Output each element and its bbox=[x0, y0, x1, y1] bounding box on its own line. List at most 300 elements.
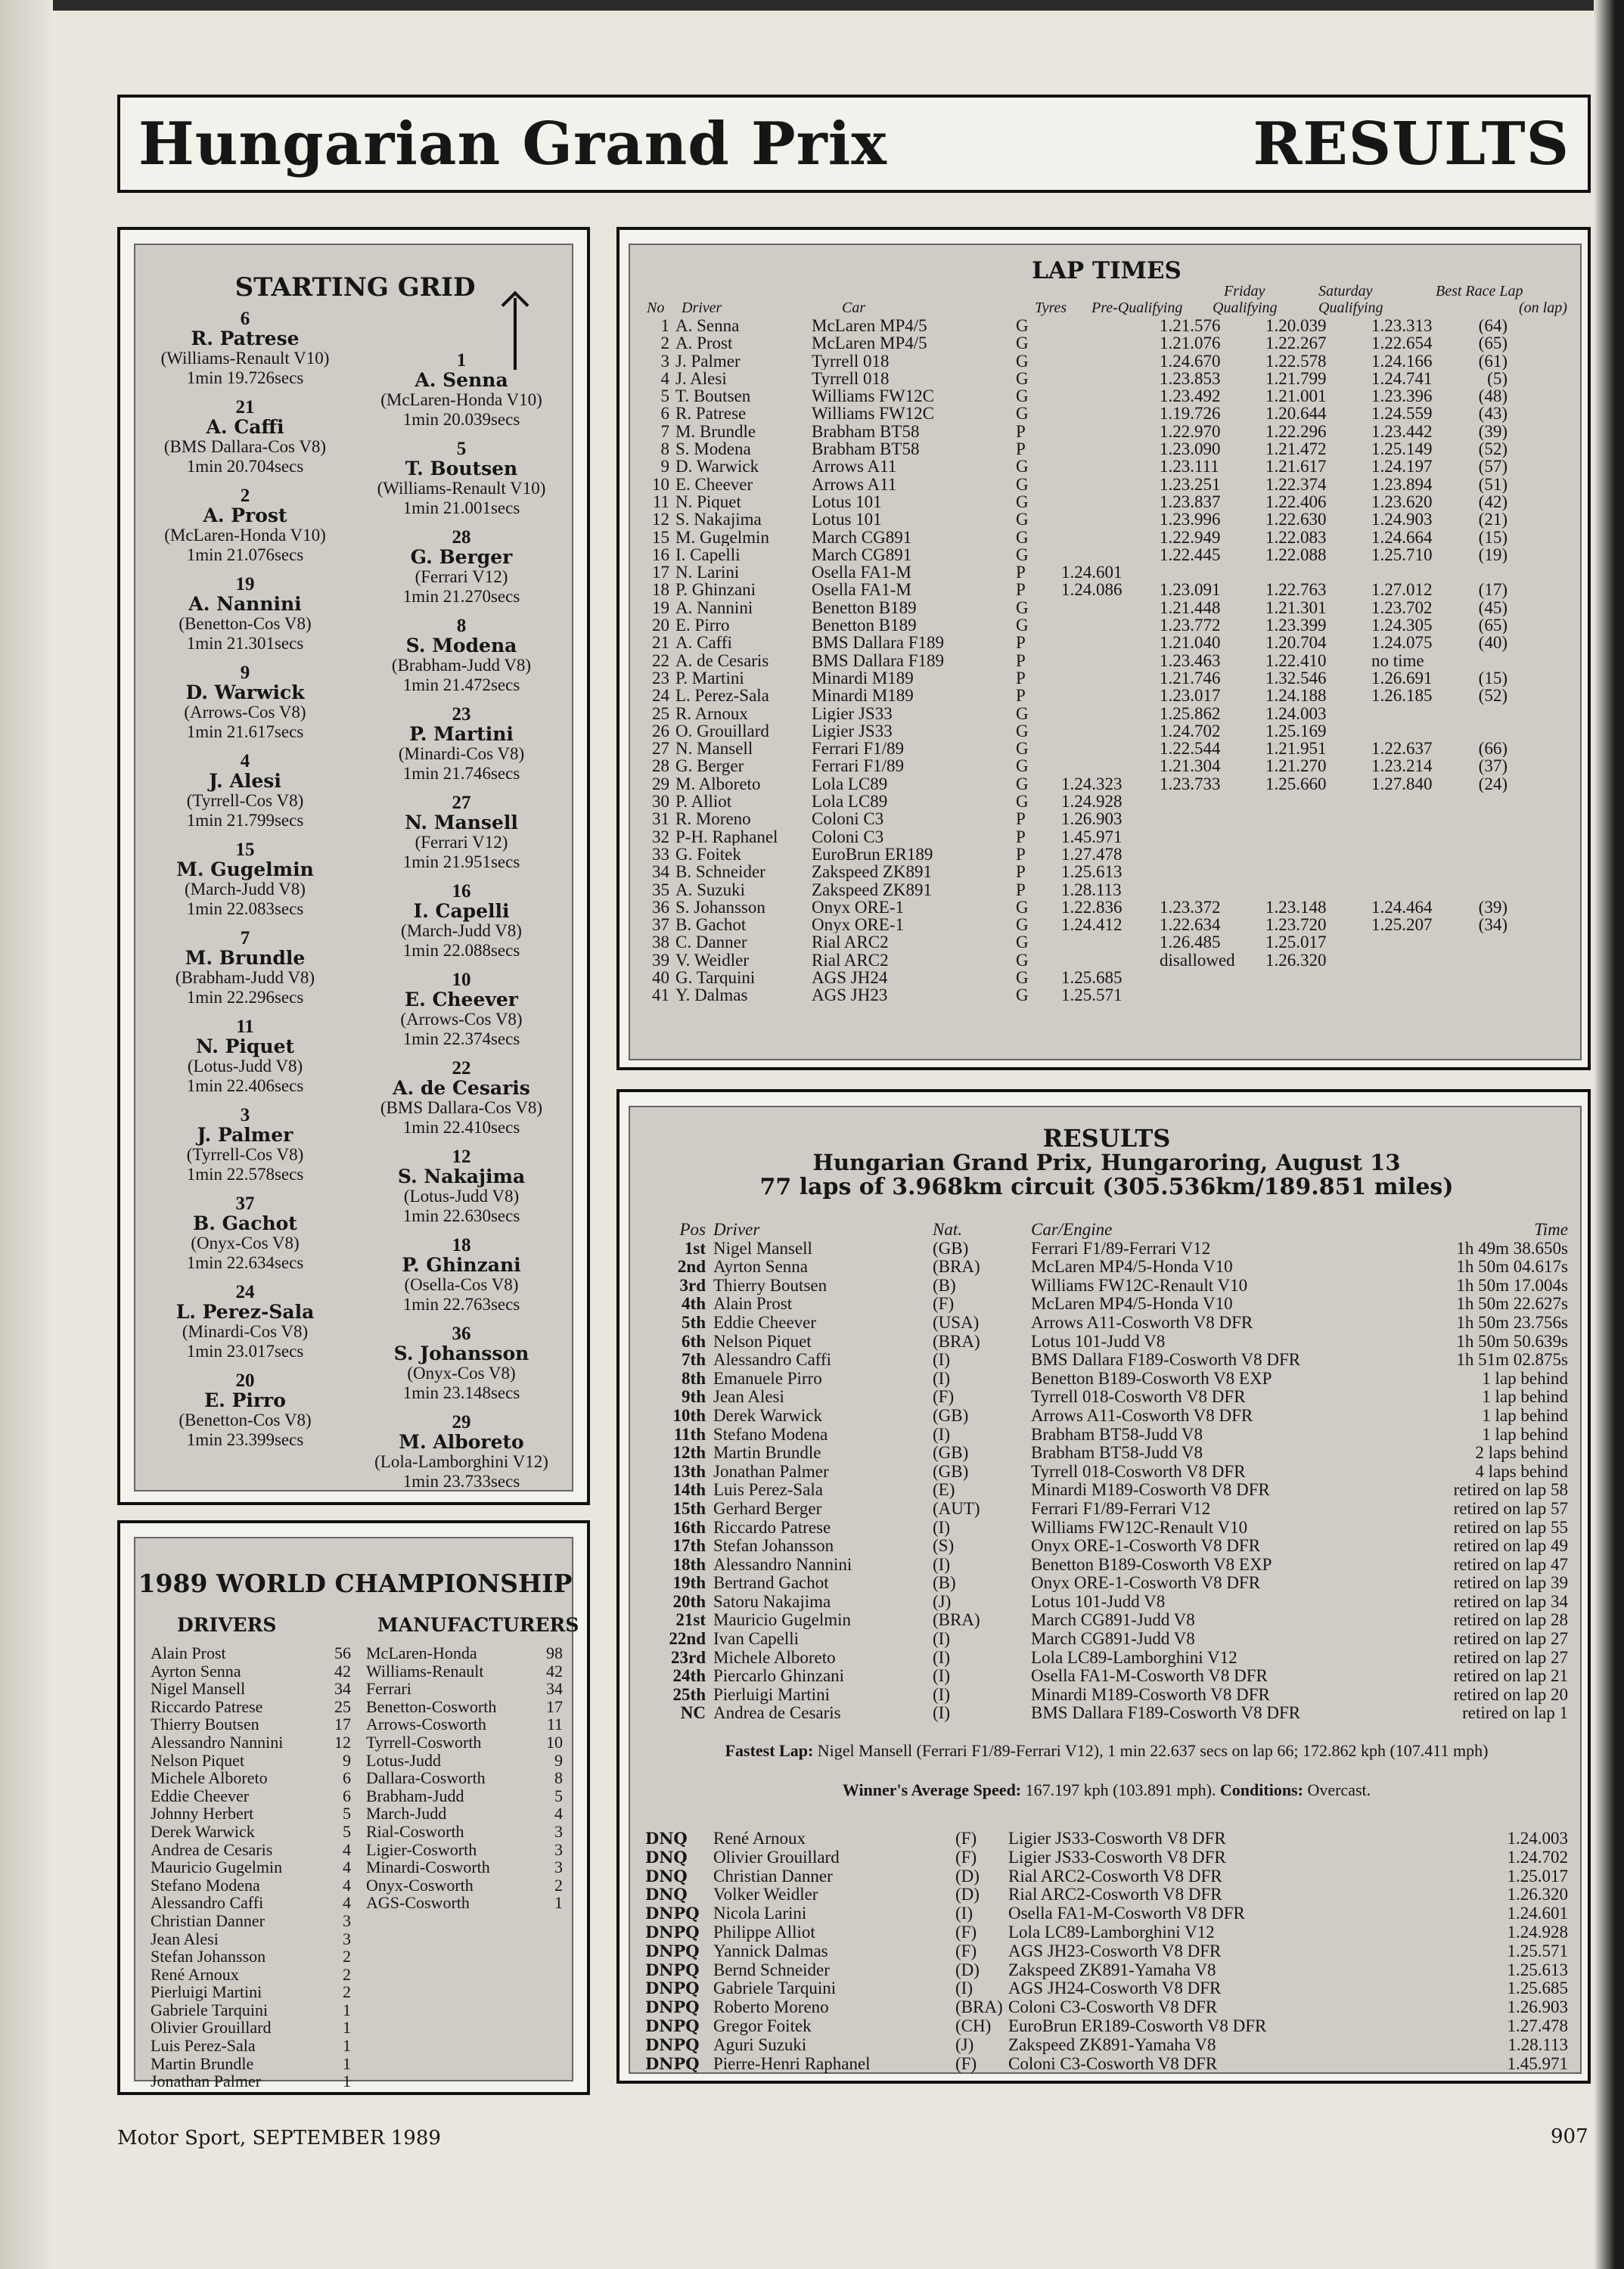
driver: C. Danner bbox=[675, 933, 747, 951]
standing-name: Eddie Cheever bbox=[151, 1786, 250, 1805]
standing-points: 6 bbox=[343, 1786, 351, 1805]
nationality: (I) bbox=[933, 1647, 950, 1667]
car: Benetton B189 bbox=[812, 598, 917, 617]
avg-speed-label: Winner's Average Speed: bbox=[842, 1780, 1022, 1799]
best-lap-number bbox=[1462, 722, 1508, 740]
fastest-lap-label: Fastest Lap: bbox=[725, 1741, 814, 1760]
driver: D. Warwick bbox=[675, 458, 759, 476]
car: Coloni C3 bbox=[812, 810, 884, 828]
race-time: retired on lap 27 bbox=[1453, 1647, 1568, 1667]
lap-times-row bbox=[639, 687, 1577, 704]
saturday-qualifying bbox=[1265, 846, 1371, 863]
finish-position: 8th bbox=[682, 1368, 706, 1388]
pre-qualifying: 1.45.971 bbox=[1061, 827, 1123, 846]
tyres: G bbox=[1016, 774, 1029, 793]
lap-times-row bbox=[639, 951, 1577, 969]
saturday-qualifying: 1.21.951 bbox=[1265, 740, 1327, 758]
car-engine: BMS Dallara F189-Cosworth V8 DFR bbox=[1031, 1703, 1301, 1723]
standing-points: 1 bbox=[343, 2072, 351, 2091]
car: Lola LC89 bbox=[812, 793, 888, 811]
pre-qualifying: 1.27.478 bbox=[1061, 845, 1123, 864]
tyres: P bbox=[1016, 669, 1026, 688]
race-time: 1 lap behind bbox=[1482, 1424, 1568, 1444]
car-engine: Benetton B189-Cosworth V8 EXP bbox=[1031, 1368, 1272, 1388]
tyres: G bbox=[1016, 951, 1029, 969]
race-time: retired on lap 49 bbox=[1453, 1536, 1568, 1556]
results-row bbox=[645, 1519, 1568, 1538]
driver: Jonathan Palmer bbox=[713, 1461, 829, 1481]
best-time: 1.28.113 bbox=[1508, 2035, 1568, 2054]
saturday-qualifying: 1.24.188 bbox=[1265, 687, 1327, 705]
results-row bbox=[645, 1649, 1568, 1668]
friday-qualifying: 1.21.076 bbox=[1160, 334, 1221, 352]
grid-car-left bbox=[135, 1017, 355, 1096]
standing-points: 42 bbox=[334, 1661, 351, 1681]
race-time: 1h 50m 50.639s bbox=[1456, 1331, 1568, 1351]
standing-points: 9 bbox=[343, 1750, 351, 1770]
manufacturer-standing-row bbox=[366, 1823, 563, 1841]
driver: E. Cheever bbox=[675, 475, 753, 493]
standing-points: 12 bbox=[334, 1732, 351, 1752]
saturday-qualifying: 1.25.660 bbox=[1265, 774, 1327, 793]
standing-points: 11 bbox=[546, 1715, 563, 1734]
grid-position: 27 bbox=[452, 793, 471, 813]
best-race-lap: 1.23.313 bbox=[1371, 317, 1433, 335]
tyres: G bbox=[1016, 492, 1029, 511]
car-engine: Zakspeed ZK891-Yamaha V8 bbox=[1008, 1960, 1216, 1979]
pre-qualifying bbox=[1061, 334, 1160, 352]
car-engine: AGS JH24-Cosworth V8 DFR bbox=[1008, 1979, 1222, 1998]
manufacturers-heading: MANUFACTURERS bbox=[377, 1614, 579, 1636]
saturday-qualifying: 1.25.169 bbox=[1265, 722, 1327, 740]
car-engine: Tyrrell 018-Cosworth V8 DFR bbox=[1031, 1461, 1246, 1481]
driver: Volker Weidler bbox=[713, 1885, 818, 1904]
car-engine: Osella FA1-M-Cosworth V8 DFR bbox=[1008, 1904, 1245, 1923]
driver: Jean Alesi bbox=[713, 1387, 784, 1407]
grid-time: 1min 22.296secs bbox=[186, 988, 304, 1007]
no-header: No bbox=[647, 300, 665, 316]
grid-team: (Osella-Cos V8) bbox=[404, 1275, 519, 1294]
grid-time: 1min 22.578secs bbox=[186, 1165, 304, 1184]
car-engine: BMS Dallara F189-Cosworth V8 DFR bbox=[1031, 1350, 1301, 1370]
driver: Luis Perez-Sala bbox=[713, 1480, 823, 1500]
best-time: 1.25.017 bbox=[1507, 1866, 1568, 1886]
driver-standing-row bbox=[151, 1644, 351, 1662]
non-qualifier-row bbox=[645, 1830, 1568, 1848]
car: Williams FW12C bbox=[812, 405, 934, 423]
best-lap-number bbox=[1462, 969, 1508, 986]
standing-points: 17 bbox=[334, 1715, 351, 1734]
car-engine: Lotus 101-Judd V8 bbox=[1031, 1591, 1166, 1611]
driver: Martin Brundle bbox=[713, 1443, 821, 1463]
nationality: (J) bbox=[955, 2035, 974, 2054]
results-row bbox=[645, 1314, 1568, 1333]
driver: S. Nakajima bbox=[675, 511, 762, 529]
best-race-lap: 1.25.149 bbox=[1371, 440, 1433, 458]
best-time: 1.26.320 bbox=[1507, 1885, 1568, 1904]
standing-points: 98 bbox=[546, 1644, 563, 1662]
driver: A. Caffi bbox=[675, 634, 732, 652]
lap-times-row bbox=[639, 511, 1577, 528]
pre-qualifying bbox=[1061, 317, 1160, 334]
driver: Bertrand Gachot bbox=[713, 1573, 829, 1593]
friday-qualifying bbox=[1160, 846, 1265, 863]
grid-team: (Benetton-Cos V8) bbox=[179, 1411, 312, 1429]
tyres: G bbox=[1016, 793, 1029, 811]
driver: Ayrton Senna bbox=[713, 1257, 809, 1277]
non-qualifier-row bbox=[645, 1923, 1568, 1942]
grid-driver: N. Mansell bbox=[405, 812, 518, 833]
saturday-qualifying: 1.23.720 bbox=[1265, 916, 1327, 934]
nationality: (GB) bbox=[933, 1461, 969, 1481]
standing-points: 56 bbox=[334, 1644, 351, 1662]
driver: Ivan Capelli bbox=[713, 1629, 800, 1649]
results-row bbox=[645, 1500, 1568, 1519]
car-engine: Ferrari F1/89-Ferrari V12 bbox=[1031, 1498, 1211, 1518]
car-number: 5 bbox=[660, 387, 669, 405]
car-engine: Arrows A11-Cosworth V8 DFR bbox=[1031, 1405, 1253, 1425]
car: Onyx ORE-1 bbox=[812, 916, 905, 934]
standing-name: Andrea de Cesaris bbox=[151, 1839, 273, 1859]
car-number: 32 bbox=[652, 827, 669, 846]
friday-qualifying: 1.22.634 bbox=[1160, 916, 1221, 934]
tyres: G bbox=[1016, 352, 1029, 370]
friday-qualifying: 1.23.772 bbox=[1160, 616, 1221, 635]
results-box bbox=[616, 1089, 1591, 2084]
friday-qualifying: 1.22.970 bbox=[1160, 422, 1221, 441]
friday-qualifying bbox=[1160, 563, 1265, 581]
grid-team: (Williams-Renault V10) bbox=[160, 349, 330, 368]
driver: M. Alboreto bbox=[675, 774, 761, 793]
results-row bbox=[645, 1407, 1568, 1426]
nat-header: Nat. bbox=[933, 1220, 962, 1239]
non-qualifier-row bbox=[645, 1904, 1568, 1923]
standing-name: René Arnoux bbox=[151, 1964, 239, 1984]
driver: A. Senna bbox=[675, 317, 740, 335]
car: McLaren MP4/5 bbox=[812, 317, 927, 335]
best-race-lap: 1.25.207 bbox=[1371, 916, 1433, 934]
lap-times-row bbox=[639, 493, 1577, 511]
car: AGS JH24 bbox=[812, 968, 888, 987]
driver-standing-row bbox=[151, 2037, 351, 2055]
results-title: RESULTS bbox=[1042, 1124, 1171, 1153]
finish-position: 7th bbox=[682, 1350, 706, 1370]
grid-driver: A. Nannini bbox=[188, 593, 302, 615]
car: Tyrrell 018 bbox=[812, 369, 890, 388]
standing-name: Gabriele Tarquini bbox=[151, 2000, 269, 2019]
grid-driver: E. Cheever bbox=[405, 989, 518, 1010]
car-number: 6 bbox=[660, 405, 669, 423]
grid-driver: A. Caffi bbox=[206, 416, 284, 438]
car: Brabham BT58 bbox=[812, 440, 920, 458]
qualifying-status: DNPQ bbox=[645, 1904, 700, 1923]
best-lap-number: (5) bbox=[1487, 369, 1508, 388]
car-number: 37 bbox=[652, 916, 669, 934]
driver-standing-row bbox=[151, 1715, 351, 1734]
grid-car-left bbox=[135, 840, 355, 919]
car: Benetton B189 bbox=[812, 616, 917, 635]
best-race-lap: 1.24.464 bbox=[1371, 898, 1433, 917]
saturday-qualifying bbox=[1265, 810, 1371, 827]
friday-qualifying bbox=[1160, 828, 1265, 846]
best-race-lap: 1.24.197 bbox=[1371, 458, 1433, 476]
results-row bbox=[645, 1388, 1568, 1407]
grid-time: 1min 21.301secs bbox=[186, 634, 304, 653]
grid-position: 4 bbox=[240, 751, 250, 771]
tyres: G bbox=[1016, 704, 1029, 722]
driver-standing-row bbox=[151, 1894, 351, 1912]
lap-times-row bbox=[639, 828, 1577, 846]
friday-qualifying: 1.23.492 bbox=[1160, 387, 1221, 405]
lap-times-row bbox=[639, 899, 1577, 916]
nationality: (I) bbox=[955, 1979, 973, 1998]
best-time: 1.24.601 bbox=[1507, 1904, 1568, 1923]
standing-name: Nelson Piquet bbox=[151, 1750, 245, 1770]
car-number: 16 bbox=[652, 545, 669, 564]
grid-position: 6 bbox=[240, 309, 250, 329]
car-number: 29 bbox=[652, 774, 669, 793]
car-number: 18 bbox=[652, 581, 669, 599]
finish-position: 6th bbox=[682, 1331, 706, 1351]
standing-points: 3 bbox=[554, 1821, 563, 1841]
results-row bbox=[645, 1537, 1568, 1556]
standing-name: Onyx-Cosworth bbox=[366, 1875, 474, 1895]
car-number: 19 bbox=[652, 598, 669, 617]
friday-qualifying: 1.23.111 bbox=[1160, 458, 1219, 476]
driver: E. Pirro bbox=[675, 616, 730, 635]
car-engine: Onyx ORE-1-Cosworth V8 DFR bbox=[1031, 1573, 1261, 1593]
grid-driver: M. Gugelmin bbox=[176, 858, 314, 880]
car-engine: Ligier JS33-Cosworth V8 DFR bbox=[1008, 1847, 1226, 1867]
conditions-value: Overcast. bbox=[1307, 1780, 1371, 1799]
best-race-lap: 1.27.840 bbox=[1371, 774, 1433, 793]
best-time: 1.45.971 bbox=[1507, 2053, 1568, 2073]
driver: V. Weidler bbox=[675, 951, 749, 969]
car: Ligier JS33 bbox=[812, 722, 893, 740]
car-engine: Ferrari F1/89-Ferrari V12 bbox=[1031, 1238, 1211, 1258]
tyres: P bbox=[1016, 880, 1026, 899]
pre-qualifying bbox=[1061, 687, 1160, 704]
nationality: (BRA) bbox=[933, 1331, 980, 1351]
pre-qualifying bbox=[1061, 669, 1160, 687]
finish-position: 18th bbox=[672, 1554, 706, 1574]
grid-driver: N. Piquet bbox=[195, 1035, 295, 1057]
tyres: G bbox=[1016, 757, 1029, 775]
driver-standing-row bbox=[151, 2072, 351, 2091]
friday-qualifying bbox=[1160, 810, 1265, 827]
finish-position: 25th bbox=[672, 1684, 706, 1704]
car: Lotus 101 bbox=[812, 492, 882, 511]
car-number: 17 bbox=[652, 563, 669, 582]
best-lap-number: (52) bbox=[1478, 687, 1508, 705]
on-lap-header: (on lap) bbox=[1519, 300, 1567, 316]
nationality: (GB) bbox=[933, 1238, 969, 1258]
standing-name: Mauricio Gugelmin bbox=[151, 1858, 283, 1877]
grid-position: 8 bbox=[456, 616, 467, 636]
best-race-lap bbox=[1371, 828, 1462, 846]
driver: Philippe Alliot bbox=[713, 1922, 815, 1942]
non-qualifier-row bbox=[645, 1961, 1568, 1980]
grid-team: (McLaren-Honda V10) bbox=[380, 390, 542, 409]
grid-driver: T. Boutsen bbox=[405, 458, 518, 480]
friday-qualifying: 1.22.445 bbox=[1160, 545, 1221, 564]
standing-name: Thierry Boutsen bbox=[151, 1715, 259, 1734]
grid-car-left bbox=[135, 1283, 355, 1361]
standing-name: McLaren-Honda bbox=[366, 1644, 477, 1662]
pre-qualifying: 1.22.836 bbox=[1061, 898, 1123, 917]
driver: Bernd Schneider bbox=[713, 1960, 830, 1979]
car-engine: McLaren MP4/5-Honda V10 bbox=[1031, 1257, 1233, 1277]
driver: N. Mansell bbox=[675, 740, 753, 758]
standing-name: Alain Prost bbox=[151, 1644, 226, 1662]
best-lap-number: (39) bbox=[1478, 898, 1508, 917]
best-lap-number: (43) bbox=[1478, 405, 1508, 423]
standing-points: 42 bbox=[546, 1661, 563, 1681]
car: BMS Dallara F189 bbox=[812, 651, 945, 669]
standing-points: 2 bbox=[343, 1947, 351, 1966]
standing-name: Alessandro Nannini bbox=[151, 1732, 284, 1752]
finish-position: 3rd bbox=[679, 1275, 706, 1295]
best-lap-number: (17) bbox=[1478, 581, 1508, 599]
friday-qualifying bbox=[1160, 793, 1265, 810]
best-time: 1.25.571 bbox=[1507, 1941, 1568, 1960]
tyres: P bbox=[1016, 563, 1026, 582]
driver: Alessandro Nannini bbox=[713, 1554, 852, 1574]
lap-times-row bbox=[639, 810, 1577, 827]
grid-position: 23 bbox=[452, 704, 471, 725]
best-time: 1.24.928 bbox=[1507, 1922, 1568, 1942]
manufacturer-standing-row bbox=[366, 1644, 563, 1662]
race-time: retired on lap 47 bbox=[1453, 1554, 1568, 1574]
pre-qualifying bbox=[1061, 370, 1160, 387]
manufacturers-standings bbox=[366, 1644, 563, 1912]
page-binding-edge bbox=[0, 0, 53, 2269]
driver-standing-row bbox=[151, 1912, 351, 1930]
car-number: 11 bbox=[652, 492, 669, 511]
driver: N. Piquet bbox=[675, 492, 741, 511]
pre-qualifying: 1.24.323 bbox=[1061, 774, 1123, 793]
grid-car-left bbox=[135, 1371, 355, 1450]
best-race-lap bbox=[1371, 881, 1462, 899]
qualifying-status: DNQ bbox=[645, 1847, 688, 1867]
saturday-qualifying bbox=[1265, 793, 1371, 810]
grid-car-left bbox=[135, 309, 355, 388]
nationality: (F) bbox=[955, 1941, 977, 1960]
grid-driver: A. de Cesaris bbox=[393, 1077, 530, 1099]
tyres: G bbox=[1016, 545, 1029, 564]
results-table bbox=[645, 1221, 1568, 1723]
driver-standing-row bbox=[151, 1734, 351, 1752]
best-lap-number: (45) bbox=[1478, 598, 1508, 617]
nationality: (USA) bbox=[933, 1312, 980, 1332]
finish-position: 16th bbox=[672, 1517, 706, 1537]
standing-name: Lotus-Judd bbox=[366, 1750, 441, 1770]
friday-qualifying bbox=[1160, 969, 1265, 986]
publication-footer: Motor Sport, SEPTEMBER 1989 bbox=[117, 2127, 441, 2149]
saturday-qualifying: 1.22.630 bbox=[1265, 511, 1327, 529]
car-engine: Minardi M189-Cosworth V8 DFR bbox=[1031, 1480, 1270, 1500]
race-time: retired on lap 1 bbox=[1462, 1703, 1568, 1723]
lap-times-row bbox=[639, 317, 1577, 334]
lap-times-row bbox=[639, 616, 1577, 634]
grid-position: 22 bbox=[452, 1058, 471, 1079]
driver: G. Berger bbox=[675, 757, 744, 775]
car-number: 38 bbox=[652, 933, 669, 951]
manufacturer-standing-row bbox=[366, 1769, 563, 1787]
driver: S. Johansson bbox=[675, 898, 765, 917]
standing-points: 5 bbox=[343, 1821, 351, 1841]
non-qualifier-row bbox=[645, 2036, 1568, 2055]
car: Zakspeed ZK891 bbox=[812, 880, 933, 899]
standing-points: 3 bbox=[554, 1858, 563, 1877]
car-number: 22 bbox=[652, 651, 669, 669]
lap-times-row bbox=[639, 757, 1577, 774]
starting-grid-panel bbox=[134, 244, 573, 1491]
nationality: (B) bbox=[933, 1573, 956, 1593]
grid-driver: S. Johansson bbox=[393, 1342, 529, 1364]
car-number: 33 bbox=[652, 845, 669, 864]
finish-position: 1st bbox=[684, 1238, 706, 1258]
manufacturer-standing-row bbox=[366, 1715, 563, 1734]
pre-qualifying bbox=[1061, 951, 1160, 969]
race-time: 2 laps behind bbox=[1475, 1443, 1568, 1463]
grid-driver: S. Modena bbox=[405, 635, 517, 656]
results-subtitle-event: Hungarian Grand Prix, Hungaroring, August 13 bbox=[812, 1150, 1401, 1175]
qualifying-status: DNQ bbox=[645, 1829, 688, 1848]
nationality: (GB) bbox=[933, 1405, 969, 1425]
grid-team: (March-Judd V8) bbox=[401, 921, 522, 940]
race-time: retired on lap 28 bbox=[1453, 1610, 1568, 1630]
saturday-qualifying: 1.20.039 bbox=[1265, 317, 1327, 335]
saturday-qualifying: 1.22.763 bbox=[1265, 581, 1327, 599]
saturday-qualifying: 1.20.704 bbox=[1265, 634, 1327, 652]
best-race-lap: no time bbox=[1371, 651, 1424, 669]
grid-position: 28 bbox=[452, 527, 471, 548]
nationality: (F) bbox=[933, 1387, 955, 1407]
standing-points: 1 bbox=[343, 2018, 351, 2038]
lap-times-row bbox=[639, 916, 1577, 933]
grid-car-right bbox=[352, 439, 571, 518]
car: Arrows A11 bbox=[812, 458, 897, 476]
fastest-lap-value: Nigel Mansell (Ferrari F1/89-Ferrari V12), 1 min 22.637 secs on lap 66; 172.862 kph (107.411 mph) bbox=[817, 1741, 1489, 1760]
nationality: (CH) bbox=[955, 2016, 992, 2035]
best-lap-number: (40) bbox=[1478, 634, 1508, 652]
car-number: 1 bbox=[660, 317, 669, 335]
car-number: 15 bbox=[652, 528, 669, 546]
lap-times-row bbox=[639, 775, 1577, 793]
car-engine: Williams FW12C-Renault V10 bbox=[1031, 1517, 1248, 1537]
driver: A. Prost bbox=[675, 334, 733, 352]
driver: Stefan Johansson bbox=[713, 1536, 834, 1556]
best-race-lap bbox=[1371, 933, 1462, 951]
driver-standing-row bbox=[151, 1680, 351, 1698]
standing-name: Benetton-Cosworth bbox=[366, 1696, 497, 1716]
car-engine: Ligier JS33-Cosworth V8 DFR bbox=[1008, 1829, 1226, 1848]
championship-title: 1989 WORLD CHAMPIONSHIP bbox=[138, 1569, 573, 1598]
tyres: G bbox=[1016, 475, 1029, 493]
best-lap-number: (15) bbox=[1478, 669, 1508, 688]
friday-qualifying: 1.23.853 bbox=[1160, 369, 1221, 388]
manufacturer-standing-row bbox=[366, 1752, 563, 1770]
driver: Christian Danner bbox=[713, 1866, 833, 1886]
results-row bbox=[645, 1481, 1568, 1500]
grid-car-right bbox=[352, 1059, 571, 1138]
car: Tyrrell 018 bbox=[812, 352, 890, 370]
grid-car-right bbox=[352, 351, 571, 430]
pre-qualifying-header: Pre-Qualifying bbox=[1091, 300, 1183, 316]
finish-position: 15th bbox=[672, 1498, 706, 1518]
saturday-qualifying: 1.22.578 bbox=[1265, 352, 1327, 370]
